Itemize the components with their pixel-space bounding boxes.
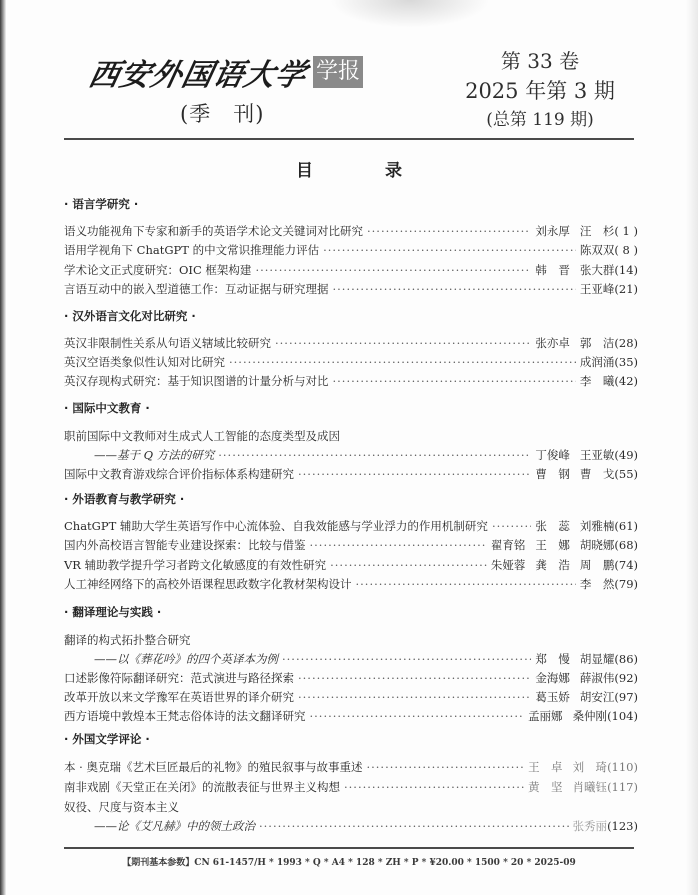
author-name: 朱娅蓉: [490, 558, 526, 572]
article-title: 人工神经网络下的高校外语课程思政数字化教材架构设计: [64, 577, 352, 591]
issue-label: 2025 年第 3 期: [465, 79, 615, 103]
dot-leader: [367, 222, 531, 240]
article-authors: [580, 280, 615, 298]
dot-leader: [282, 650, 531, 668]
toc-entry[interactable]: [64, 758, 638, 776]
section-heading: · 外语教育与教学研究 ·: [64, 492, 185, 506]
page-number: (28): [614, 336, 638, 350]
author-name: 王 娜: [535, 538, 570, 552]
article-authors: [535, 334, 614, 352]
author-name: 张 蕊: [535, 519, 570, 533]
dot-leader: [356, 575, 576, 593]
toc-entry[interactable]: [64, 261, 638, 279]
article-title: 口述影像符际翻译研究：范式演进与路径探索: [64, 671, 294, 685]
toc-title-char: 录: [385, 161, 402, 181]
page-number: (49): [614, 448, 638, 462]
toc-entry[interactable]: [64, 817, 638, 835]
issue-info: [460, 46, 620, 134]
article-authors: [535, 446, 614, 464]
page-number: (68): [614, 538, 638, 552]
toc-entry[interactable]: [64, 575, 638, 593]
author-name: 李 曦: [579, 374, 615, 388]
toc-entry[interactable]: [64, 650, 638, 668]
article-authors: [528, 758, 607, 776]
toc-entry[interactable]: [64, 241, 638, 259]
page-number: (110): [607, 760, 638, 774]
author-name: 王亚峰: [579, 282, 615, 296]
article-authors: [580, 353, 615, 371]
author-name: 龚 浩: [535, 558, 570, 572]
article-subtitle: ——以《葬花吟》的四个英译本为例: [94, 652, 278, 666]
journal-name-calligraphy: 西安外国语大学: [85, 58, 310, 93]
section-heading: · 汉外语言文化对比研究 ·: [64, 309, 196, 323]
section-heading: · 翻译理论与实践 ·: [64, 605, 162, 619]
article-title: 言语互动中的嵌入型道德工作：互动证据与研究理据: [64, 282, 329, 296]
page-number: (55): [614, 467, 638, 481]
author-name: 张大群: [579, 263, 615, 277]
article-authors: [580, 241, 615, 259]
article-title: 改革开放以来文学豫军在英语世界的译介研究: [64, 690, 294, 704]
page-number: ( 8 ): [614, 243, 638, 257]
author-name: 刘雅楠: [579, 519, 615, 533]
article-title[interactable]: 职前国际中文教师对生成式人工智能的态度类型及成因: [64, 429, 340, 443]
dot-leader: [255, 261, 531, 279]
dot-leader: [229, 353, 576, 371]
article-title: 学术论文正式度研究：OIC 框架构建: [64, 263, 252, 277]
dot-leader: [366, 758, 524, 776]
author-name: 胡显耀: [579, 652, 615, 666]
author-name: 葛玉娇: [535, 690, 570, 704]
author-name: 成润涌: [579, 355, 615, 369]
article-authors: [573, 817, 608, 835]
parameters-label: 【期刊基本参数】: [122, 858, 195, 868]
article-authors: [491, 556, 615, 574]
article-authors: [580, 372, 615, 390]
scan-edge-shadow: [0, 0, 6, 895]
article-authors: [491, 536, 615, 554]
author-name: 李 然: [579, 577, 615, 591]
article-title: 语用学视角下 ChatGPT 的中文常识推理能力评估: [64, 243, 320, 257]
dot-leader: [492, 517, 531, 535]
toc-entry[interactable]: [64, 688, 638, 706]
author-name: 金海娜: [535, 671, 570, 685]
toc-entry[interactable]: [64, 707, 638, 725]
article-subtitle: ——基于 Q 方法的研究: [94, 448, 215, 462]
page-number: (35): [614, 355, 638, 369]
scan-top-shadow: [330, 0, 490, 28]
toc-entry[interactable]: [64, 280, 638, 298]
toc-entry[interactable]: [64, 334, 638, 352]
article-title: 南非戏剧《天堂正在关闭》的流散表征与世界主义构想: [64, 780, 340, 794]
footer-divider: [64, 847, 634, 849]
author-name: 肖曦钰: [572, 780, 608, 794]
dot-leader: [298, 465, 531, 483]
journal-parameters: [0, 855, 698, 868]
publication-frequency: (季 刊): [180, 102, 265, 126]
article-title[interactable]: 翻译的构式拓扑整合研究: [64, 633, 191, 647]
author-name: 丁俊峰: [535, 448, 570, 462]
author-name: 汪 杉: [579, 224, 615, 238]
author-name: 郑 慢: [535, 652, 570, 666]
author-name: 曹 钢: [535, 467, 570, 481]
article-authors: [528, 707, 607, 725]
toc-entry[interactable]: [64, 465, 638, 483]
masthead: [85, 52, 363, 93]
article-authors: [580, 575, 615, 593]
page-number: (104): [607, 709, 638, 723]
toc-entry[interactable]: [64, 556, 638, 574]
article-authors: [535, 465, 614, 483]
section-heading: · 国际中文教育 ·: [64, 401, 150, 415]
article-title: 本 · 奥克瑞《艺术巨匠最后的礼物》的殖民叙事与故事重述: [64, 760, 363, 774]
section-heading: · 外国文学评论 ·: [64, 732, 150, 746]
article-authors: [535, 669, 614, 687]
author-name: 黄 坚: [528, 780, 563, 794]
volume-label: 第 33 卷: [500, 49, 580, 73]
author-name: 刘 琦: [572, 760, 608, 774]
dot-leader: [259, 817, 569, 835]
dot-leader: [298, 669, 531, 687]
author-name: 孟丽娜: [528, 709, 563, 723]
page-number: (97): [614, 690, 638, 704]
page-number: (21): [614, 282, 638, 296]
header-divider: [64, 138, 634, 140]
dot-leader: [333, 372, 576, 390]
page-number: (117): [607, 780, 638, 794]
toc-title: [0, 156, 698, 181]
dot-leader: [330, 556, 487, 574]
article-title: 英汉非限制性关系从句语义辖域比较研究: [64, 336, 271, 350]
author-name: 张秀丽: [572, 819, 608, 833]
dot-leader: [310, 536, 487, 554]
page-number: (74): [614, 558, 638, 572]
page-number: (61): [614, 519, 638, 533]
author-name: 郭 洁: [579, 336, 615, 350]
author-name: 陈双双: [579, 243, 615, 257]
author-name: 张亦卓: [535, 336, 570, 350]
article-authors: [535, 517, 614, 535]
article-title: 英汉存现构式研究：基于知识图谱的计量分析与对比: [64, 374, 329, 388]
article-title: 国际中文教育游戏综合评价指标体系构建研究: [64, 467, 294, 481]
toc-entry[interactable]: [64, 517, 638, 535]
author-name: 王 卓: [528, 760, 563, 774]
article-title: VR 辅助教学提升学习者跨文化敏感度的有效性研究: [64, 558, 327, 572]
toc-entry[interactable]: [64, 372, 638, 390]
article-title: ChatGPT 辅助大学生英语写作中心流体验、自我效能感与学业浮力的作用机制研究: [64, 519, 488, 533]
article-authors: [528, 778, 607, 796]
scan-edge-shadow-right: [686, 0, 698, 895]
author-name: 薛淑伟: [579, 671, 615, 685]
article-title: 西方语境中敦煌本王梵志俗体诗的法文翻译研究: [64, 709, 306, 723]
article-authors: [535, 688, 614, 706]
toc-entry[interactable]: [64, 446, 638, 464]
dot-leader: [218, 446, 531, 464]
author-name: 王亚敏: [579, 448, 615, 462]
author-name: 翟育铭: [490, 538, 526, 552]
toc-entry[interactable]: [64, 778, 638, 796]
page-number: (86): [614, 652, 638, 666]
author-name: 韩 晋: [535, 263, 570, 277]
page-number: (42): [614, 374, 638, 388]
article-title[interactable]: 奴役、尺度与资本主义: [64, 800, 179, 814]
page-number: ( 1 ): [614, 224, 638, 238]
author-name: 刘永厚: [535, 224, 570, 238]
article-subtitle: ——论《艾凡赫》中的领土政治: [94, 819, 255, 833]
total-issue-label: (总第 119 期): [486, 110, 594, 130]
article-authors: [535, 261, 614, 279]
article-title: 语义功能视角下专家和新手的英语学术论文关键词对比研究: [64, 224, 363, 238]
article-title: 英汉空语类象似性认知对比研究: [64, 355, 225, 369]
toc-entry[interactable]: [64, 669, 638, 687]
dot-leader: [323, 241, 576, 259]
toc-title-char: 目: [296, 161, 313, 181]
author-name: 曹 戈: [579, 467, 615, 481]
page-number: (14): [614, 263, 638, 277]
toc-entry[interactable]: [64, 353, 638, 371]
dot-leader: [310, 707, 525, 725]
article-title: 国内外高校语言智能专业建设探索：比较与借鉴: [64, 538, 306, 552]
dot-leader: [344, 778, 524, 796]
parameters-value: CN 61-1457/H * 1993 * Q * A4 * 128 * ZH * P * ¥20.00 * 1500 * 20 * 2025-09: [194, 858, 576, 868]
author-name: 胡安江: [579, 690, 615, 704]
dot-leader: [275, 334, 531, 352]
toc-entry[interactable]: [64, 222, 638, 240]
author-name: 周 鹏: [579, 558, 615, 572]
dot-leader: [298, 688, 531, 706]
article-authors: [535, 222, 614, 240]
article-authors: [535, 650, 614, 668]
page-number: (92): [614, 671, 638, 685]
author-name: 胡晓娜: [579, 538, 615, 552]
section-heading: · 语言学研究 ·: [64, 197, 139, 211]
toc-entry[interactable]: [64, 536, 638, 554]
journal-badge: 学报: [313, 56, 363, 88]
page-number: (79): [614, 577, 638, 591]
dot-leader: [333, 280, 576, 298]
author-name: 桑仲刚: [572, 709, 608, 723]
page-number: (123): [607, 819, 638, 833]
